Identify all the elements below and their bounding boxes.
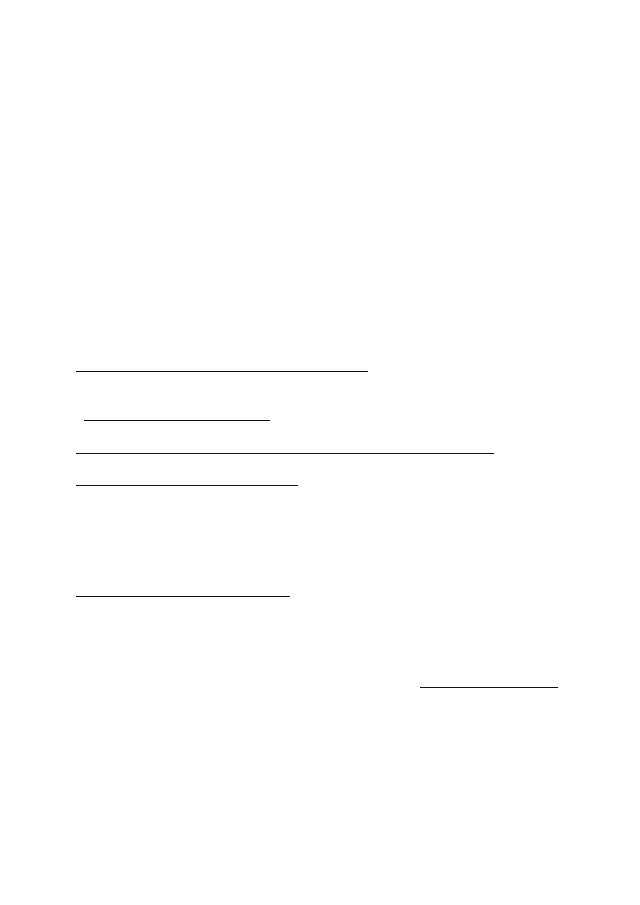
p1-line-2	[76, 357, 558, 378]
p2-line-1-text	[76, 675, 118, 691]
blank-field	[76, 439, 494, 454]
p1-line-11	[76, 582, 558, 603]
p2-line-1	[76, 673, 558, 693]
p1-line-6	[76, 471, 558, 492]
blank-field	[76, 471, 298, 486]
blank-field	[84, 406, 270, 421]
p1-line-5	[76, 439, 558, 460]
blank-field	[420, 673, 558, 688]
blank-field	[76, 357, 368, 372]
p1-line-4	[76, 406, 558, 427]
blank-field	[76, 582, 290, 597]
